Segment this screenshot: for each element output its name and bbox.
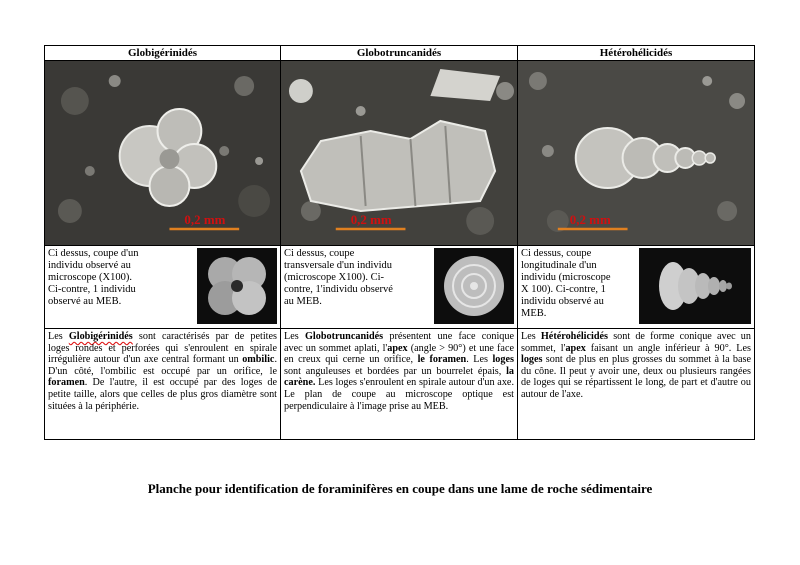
micrograph-globotruncanides <box>281 61 517 245</box>
caption-row <box>45 246 755 329</box>
micrograph-globigerinides <box>45 61 280 245</box>
micrograph-heterohelicides <box>518 61 754 245</box>
description-row <box>45 329 755 440</box>
micrograph-globotruncanides-cell <box>281 61 518 246</box>
sem-image-heterohelicides <box>639 248 751 324</box>
header-heterohelicides: Hétérohélicidés <box>518 46 755 61</box>
foraminifera-plate-table <box>44 45 755 440</box>
description-globotruncanides-cell <box>281 329 518 440</box>
micrograph-row <box>45 61 755 246</box>
micrograph-globigerinides-cell <box>45 61 281 246</box>
description-globigerinides-cell <box>45 329 281 440</box>
description-globigerinides: Les Globigérinidés sont caractérisés par de petites loges rondes et perforées qui s'enroulent en spirale irrégulière autour d'un axe central formant un ombilic. D'un côté, l'ombilic est occupé par un orifice, le foramen. De l'autre, il est occupé par des loges de petite taille, alors que celles de plus gros diamètre sont situées à la périphérie. <box>48 331 277 412</box>
scale-label: 0,2 mm <box>350 211 392 228</box>
scale-label: 0,2 mm <box>184 211 226 228</box>
header-globotruncanides: Globotruncanidés <box>281 46 518 61</box>
caption-globotruncanides-cell <box>281 246 518 329</box>
header-globigerinides: Globigérinidés <box>45 46 281 61</box>
caption-globotruncanides: Ci dessus, coupe transversale d'un individu (microscope X100). Ci- contre, 1'individu observé au MEB. <box>284 248 393 307</box>
description-heterohelicides: Les Hétérohélicidés sont de forme conique avec un sommet, l'apex faisant un angle inférieur à 90°. Les loges sont de plus en plus grosses du sommet à la base du cône. Il peut y avoir une, deux ou plusieurs rangées de loges qui se répartissent le long, de part et d'autre ou autour de l'axe. <box>521 331 751 400</box>
sem-image-globigerinides <box>197 248 277 324</box>
description-globotruncanides: Les Globotruncanidés présentent une face conique avec un sommet aplati, l'apex (angle > 90°) et une face en creux qui cerne un orifice, le foramen. Les loges sont anguleuses et bordées par un bourrelet épais, la carène. Les loges s'enroulent en spirale autour d'un axe. Le plan de coupe au microscope optique est perpendiculaire à l'image prise au MEB. <box>284 331 514 412</box>
description-heterohelicides-cell <box>518 329 755 440</box>
micrograph-heterohelicides-cell <box>518 61 755 246</box>
sem-image-globotruncanides <box>434 248 514 324</box>
caption-globigerinides-cell <box>45 246 281 329</box>
caption-heterohelicides: Ci dessus, coupe longitudinale d'un individu (microscope X 100). Ci-contre, 1 individu observé au MEB. <box>521 248 611 319</box>
caption-globigerinides: Ci dessus, coupe d'un individu observé au microscope (X100). Ci-contre, 1 individu observé au MEB. <box>48 248 139 307</box>
caption-heterohelicides-cell <box>518 246 755 329</box>
plate-caption: Planche pour identification de foraminifères en coupe dans une lame de roche sédimentaire <box>147 481 653 496</box>
scale-label: 0,2 mm <box>569 211 611 228</box>
header-row <box>45 46 755 61</box>
